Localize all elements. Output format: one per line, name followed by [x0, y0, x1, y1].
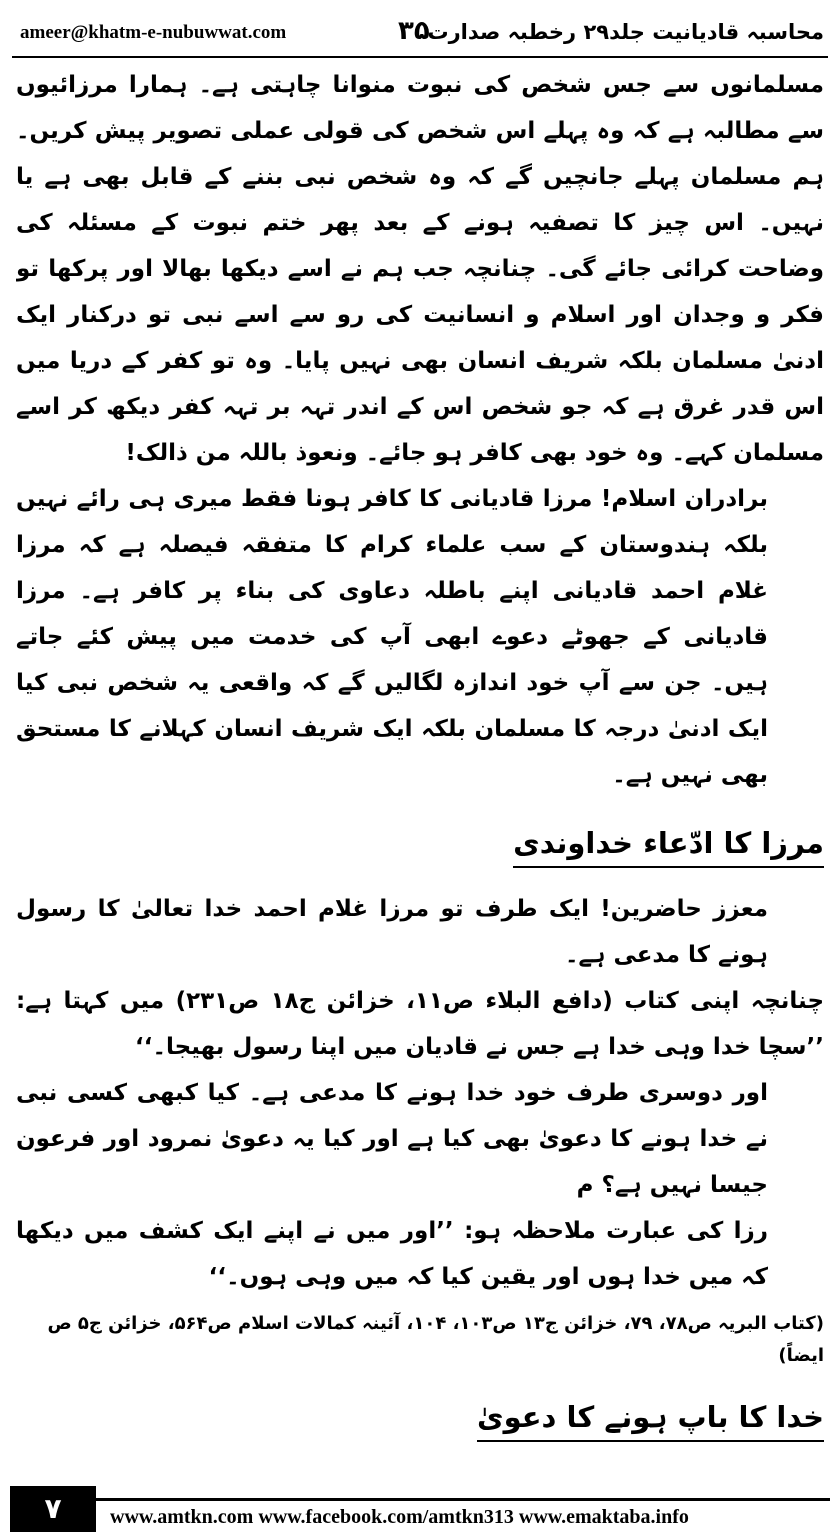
- paragraph-4: چنانچہ اپنی کتاب (دافع البلاء ص۱۱، خزائن ج۱۸ ص۲۳۱) میں کہتا ہے: ’’سچا خدا وہی خدا ہے جس نے قادیان میں اپنا رسول بھیجا۔‘‘: [16, 988, 824, 1060]
- footer-page-badge: ۷: [10, 1486, 96, 1532]
- header-email: ameer@khatm-e-nubuwwat.com: [20, 22, 287, 43]
- heading-2-wrap: [16, 1372, 824, 1450]
- page-footer: [0, 1484, 840, 1540]
- section-heading-claim-of-fatherhood: خدا کا باپ ہونے کا دعویٰ: [477, 1398, 824, 1442]
- heading-1-wrap: [16, 798, 824, 886]
- dua-phrase: ونعوذ باللہ من ذالک!: [125, 440, 358, 466]
- paragraph-6: رزا کی عبارت ملاحظہ ہو: ’’اور میں نے اپنے ایک کشف میں دیکھا کہ میں خدا ہوں اور یقین کیا کہ میں وہی ہوں۔‘‘: [16, 1218, 768, 1290]
- page-header: [0, 0, 840, 60]
- reference-citation: (کتاب البریہ ص۷۸، ۷۹، خزائن ج۱۳ ص۱۰۳، ۱۰۴، آئینہ کمالات اسلام ص۵۶۴، خزائن ج۵ ص ایضاً): [47, 1313, 824, 1366]
- paragraph-2: برادران اسلام! مرزا قادیانی کا کافر ہونا فقط میری ہی رائے نہیں بلکہ ہندوستان کے سب علماء کرام کا متفقہ فیصلہ ہے کہ مرزا غلام احمد قادیانی اپنے باطلہ دعاوی کی بناء پر کافر ہے۔ مرزا قادیانی کے جھوٹے دعوے ابھی آپ کی خدمت میں پیش کئے جاتے ہیں۔ جن سے آپ خود اندازہ لگالیں گے کہ واقعی یہ شخص نبی کیا ایک ادنیٰ درجہ کا مسلمان بلکہ ایک شریف انسان کہلانے کا مستحق بھی نہیں ہے۔: [16, 486, 768, 788]
- paragraph-5: اور دوسری طرف خود خدا ہونے کا مدعی ہے۔ کیا کبھی کسی نبی نے خدا ہونے کا دعویٰ بھی کیا ہے اور کیا یہ دعویٰ نمرود اور فرعون جیسا نہیں ہے؟ م: [16, 1080, 768, 1198]
- footer-links: www.amtkn.com www.facebook.com/amtkn313 www.emaktaba.info: [110, 1506, 689, 1528]
- page-body: [16, 62, 824, 1450]
- paragraph-3: معزز حاضرین! ایک طرف تو مرزا غلام احمد خدا تعالیٰ کا رسول ہونے کا مدعی ہے۔: [16, 896, 768, 968]
- paragraph-1: [16, 62, 824, 476]
- section-heading-claim-of-divinity: مرزا کا ادّعاء خداوندی: [513, 824, 824, 868]
- book-title: محاسبہ قادیانیت جلد۲۹ رخطبہ صدارت: [427, 20, 824, 44]
- paragraph-1-text: مسلمانوں سے جس شخص کی نبوت منوانا چاہتی ہے۔ ہمارا مرزائیوں سے مطالبہ ہے کہ وہ پہلے اس شخص کی قولی عملی تصویر پیش کریں۔ ہم مسلمان پہلے جانچیں گے کہ وہ شخص نبی بننے کے قابل بھی ہے یا نہیں۔ اس چیز کا تصفیہ ہونے کے بعد پھر ختم نبوت کے مسئلہ کی وضاحت کرائی جائے گی۔ چنانچہ جب ہم نے اسے دیکھا بھالا اور پرکھا تو فکر و وجدان اور اسلام و انسانیت کی رو سے اسے نبی تو درکنار ایک ادنیٰ مسلمان بلکہ شریف انسان بھی نہیں پایا۔ وہ تو کفر کے دریا میں اس قدر غرق ہے کہ جو شخص اس کے اندر تہہ بر تہہ کفر دیکھ کر اسے مسلمان کہے۔ وہ خود بھی کافر ہو جائے۔: [16, 72, 824, 466]
- header-rule: [12, 56, 828, 58]
- page-number: ۳۵: [398, 16, 430, 46]
